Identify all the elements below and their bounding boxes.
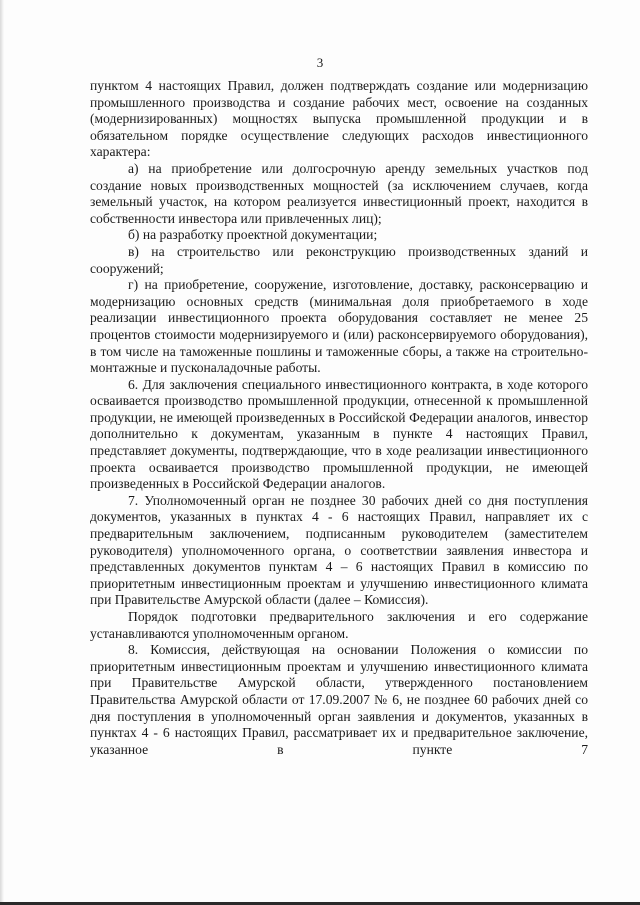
paragraph-clause-7: 7. Уполномоченный орган не позднее 30 рабочих дней со дня поступления документов, указанных в пунктах 4 - 6 настоящих Правил, направляет их с предварительным заключением, подписанным руководителем (заместителем руководителя) уполномоченного органа, о соответствии заявления инвестора и представленных документов пунктам 4 – 6 настоящих Правил в комиссию по приоритетным инвестиционным проектам и улучшению инвестиционного климата при Правительстве Амурской области (далее – Комиссия). xyxy=(90,492,588,608)
document-body xyxy=(90,78,588,758)
paragraph-clause-8: 8. Комиссия, действующая на основании Положения о комиссии по приоритетным инвестиционным проектам и улучшению инвестиционного климата при Правительстве Амурской области, утвержденного постановлением Правительства Амурской области от 17.09.2007 № 6, не позднее 60 рабочих дней со дня поступления в уполномоченный орган заявления и документов, указанных в пунктах 4 - 6 настоящих Правил, рассматривает их и предварительное заключение, указанное в пункте 7 xyxy=(90,642,588,757)
paragraph-procedure: Порядок подготовки предварительного заключения и его содержание устанавливаются уполномоченным органом. xyxy=(90,609,588,641)
paragraph-item-g: г) на приобретение, сооружение, изготовление, доставку, расконсервацию и модернизацию основных средств (минимальная доля приобретаемого в ходе реализации инвестиционного проекта оборудования составляет не менее 25 процентов стоимости модернизируемого и (или) расконсервируемого оборудования), в том числе на таможенные пошлины и таможенные сборы, а также на строительно-монтажные и пусконаладочные работы. xyxy=(90,277,588,376)
scan-edge-shadow xyxy=(0,0,4,905)
paragraph-continuation: пунктом 4 настоящих Правил, должен подтверждать создание или модернизацию промышленного производства и создание рабочих мест, освоение на созданных (модернизированных) мощностях выпуска промышленной продукции и в обязательном порядке осуществление следующих расходов инвестиционного характера: xyxy=(90,78,588,160)
paragraph-clause-6: 6. Для заключения специального инвестиционного контракта, в ходе которого осваивается производство промышленной продукции, отнесенной к промышленной продукции, не имеющей произведенных в Российской Федерации аналогов, инвестор дополнительно к документам, указанным в пункте 4 настоящих Правил, представляет документы, подтверждающие, что в ходе реализации инвестиционного проекта осваивается производство промышленной продукции, не имеющей произведенных в Российской Федерации аналогов. xyxy=(90,376,588,492)
paragraph-item-b: б) на разработку проектной документации; xyxy=(128,227,378,243)
paragraph-item-a: а) на приобретение или долгосрочную аренду земельных участков под создание новых производственных мощностей (за исключением случаев, когда земельный участок, на котором реализуется инвестиционный проект, находится в собственности инвестора или привлеченных лиц); xyxy=(90,160,588,226)
paragraph-item-v: в) на строительство или реконструкцию производственных зданий и сооружений; xyxy=(90,243,588,276)
page-number: 3 xyxy=(316,55,324,70)
